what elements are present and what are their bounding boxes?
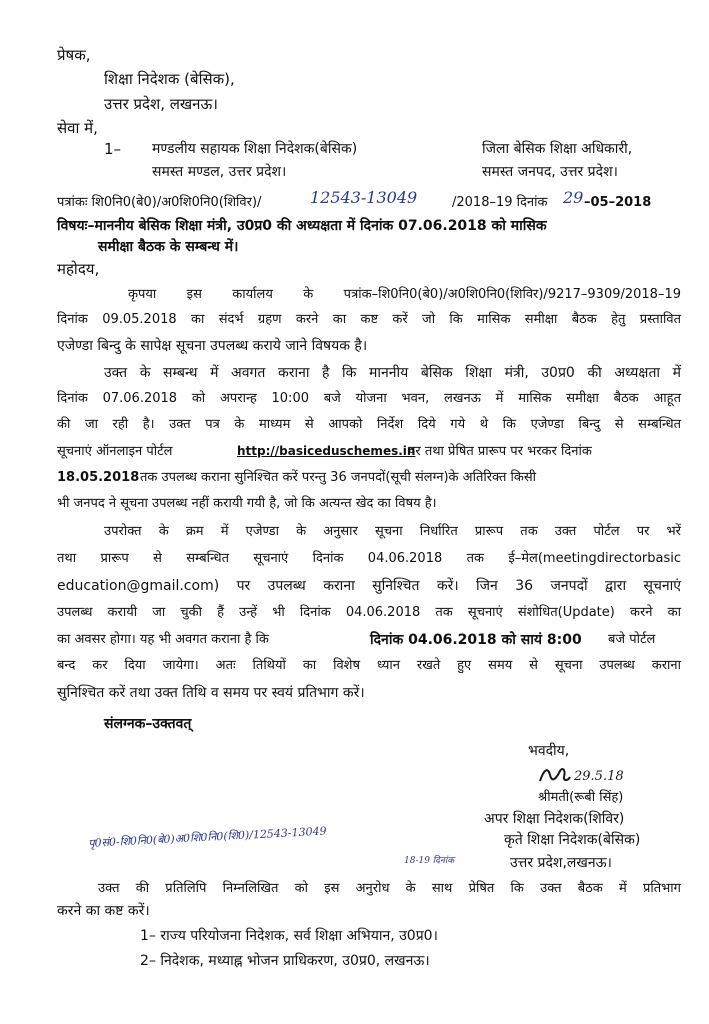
closing: भवदीय,	[528, 743, 570, 759]
copy-item-2: 2– निदेशक, मध्याह्न भोजन प्राधिकरण, उ0प्र0, लखनऊ।	[140, 953, 430, 969]
para3-line-5-start: का अवसर होगा। यह भी अवगत कराना है कि	[57, 632, 269, 647]
signatory-designation-2: कृते शिक्षा निदेशक(बेसिक)	[504, 832, 641, 848]
para1-line-2: दिनांक 09.05.2018 का संदर्भ ग्रहण करने का कष्ट करें जो कि मासिक समीक्षा बैठक हेतु प्रस्तावित	[57, 312, 681, 327]
para3-line-7: सुनिश्चित करें तथा उक्त तिथि व समय पर स्वयं प्रतिभाग करें।	[57, 685, 365, 701]
para1-line-1: कृपया इस कार्यालय के पत्रांक–शि0नि0(बे0)/अ0शि0नि0(शिविर)/9217–9309/2018–19	[128, 287, 681, 302]
para3-line-4: उपलब्ध करायी जा चुकी हैं उन्हें भी दिनांक 04.06.2018 तक सूचनाएं संशोधित(Update) करने का	[57, 605, 681, 620]
signatory-designation-1: अपर शिक्षा निदेशक(शिविर)	[484, 811, 625, 827]
signature-date: 29.5.18	[574, 769, 624, 784]
handwritten-annotation-line-1: पृ0सं0-शि0नि0(बे0)अ0शि0नि0(शि0)/12543-13049	[87, 824, 327, 850]
para3-line-5-end: बजे पोर्टल	[608, 632, 656, 647]
handwritten-reference-number: 12543-13049	[310, 188, 418, 207]
sender-line-2: उत्तर प्रदेश, लखनऊ।	[104, 95, 218, 113]
recipient-a-line-2: समस्त मण्डल, उत्तर प्रदेश।	[152, 164, 287, 180]
portal-link[interactable]: http://basiceduschemes.in	[237, 444, 416, 458]
para1-line-3: एजेण्डा बिन्दु के सापेक्ष सूचना उपलब्ध कराये जाने विषयक है।	[57, 338, 368, 354]
reference-year: /2018–19 दिनांक	[452, 195, 548, 210]
para2-line-1: उक्त के सम्बन्ध में अवगत कराना है कि माननीय बेसिक शिक्षा मंत्री, उ0प्र0 की अध्यक्षता में	[104, 365, 681, 381]
signatory-place: उत्तर प्रदेश,लखनऊ।	[510, 855, 612, 871]
reference-prefix: पत्रांकः शि0नि0(बे0)/अ0शि0नि0(शिविर)/	[57, 195, 262, 210]
para3-line-2: तथा प्रारूप से सम्बन्धित सूचनाएं दिनांक 04.06.2018 तक ई–मेल(meetingdirectorbasic	[57, 551, 681, 566]
para3-closing-time: दिनांक 04.06.2018 को सायं 8:00	[370, 632, 582, 648]
copy-intro-line-1: उक्त की प्रतिलिपि निम्नलिखित को इस अनुरोध के साथ प्रेषित कि उक्त बैठक में प्रतिभाग	[98, 881, 681, 896]
para2-line-5: तक उपलब्ध कराना सुनिश्चित करें परन्तु 36 जनपदों(सूची संलग्न)के अतिरिक्त किसी	[140, 470, 537, 485]
reference-date-suffix: –05–2018	[584, 195, 652, 210]
para3-line-3: education@gmail.com) पर उपलब्ध कराना सुनिश्चित करें। जिन 36 जनपदों द्वारा सूचनाएं	[57, 578, 681, 594]
para3-line-6: बन्द कर दिया जायेगा। अतः तिथियों का विशेष ध्यान रखते हुए समय से सूचना उपलब्ध कराना	[57, 658, 681, 673]
recipient-a-line-1: मण्डलीय सहायक शिक्षा निदेशक(बेसिक)	[152, 141, 358, 157]
recipient-b-line-2: समस्त जनपद, उत्तर प्रदेश।	[482, 164, 618, 180]
copy-item-1: 1– राज्य परियोजना निदेशक, सर्व शिक्षा अभियान, उ0प्र0।	[140, 928, 438, 944]
recipient-number: 1–	[104, 140, 122, 158]
enclosure: संलग्नक–उक्तवत्	[104, 716, 192, 732]
signatory-name: श्रीमती(रूबी सिंह)	[538, 790, 624, 805]
to-label: सेवा में,	[57, 119, 98, 137]
subject-line-1: विषयः–माननीय बेसिक शिक्षा मंत्री, उ0प्र0 की अध्यक्षता में दिनांक 07.06.2018 को मासिक	[57, 218, 547, 234]
handwritten-day: 29	[563, 188, 584, 207]
handwritten-annotation-line-2: 18-19 दिनांक	[404, 856, 455, 866]
para2-line-4-end: पर तथा प्रेषित प्रारूप पर भरकर दिनांक	[408, 444, 592, 459]
recipient-b-line-1: जिला बेसिक शिक्षा अधिकारी,	[482, 141, 633, 157]
subject-line-2: समीक्षा बैठक के सम्बन्ध में।	[98, 239, 239, 255]
para2-line-3: की जा रही है। उक्त पत्र के माध्यम से आपको निर्देश दिये गये थे कि एजेण्डा बिन्दु से सम्बन्धित	[57, 417, 681, 432]
sender-label: प्रेषक,	[57, 46, 91, 64]
para2-line-6: भी जनपद ने सूचना उपलब्ध नहीं करायी गयी है, जो कि अत्यन्त खेद का विषय है।	[57, 496, 437, 511]
para2-line-4-start: सूचनाएं ऑनलाइन पोर्टल	[57, 444, 173, 459]
sender-line-1: शिक्षा निदेशक (बेसिक),	[104, 70, 235, 88]
signature-mark	[538, 765, 572, 787]
copy-intro-line-2: करने का कष्ट करें।	[57, 903, 150, 919]
para3-line-1: उपरोक्त के क्रम में एजेण्डा के अनुसार सूचना निर्धारित प्रारूप तक उक्त पोर्टल पर भरें	[104, 524, 681, 539]
para2-line-2: दिनांक 07.06.2018 को अपरान्ह 10:00 बजे योजना भवन, लखनऊ में मासिक समीक्षा बैठक आहूत	[57, 391, 681, 406]
para2-deadline-date: 18.05.2018	[57, 470, 140, 485]
salutation: महोदय,	[57, 260, 100, 278]
